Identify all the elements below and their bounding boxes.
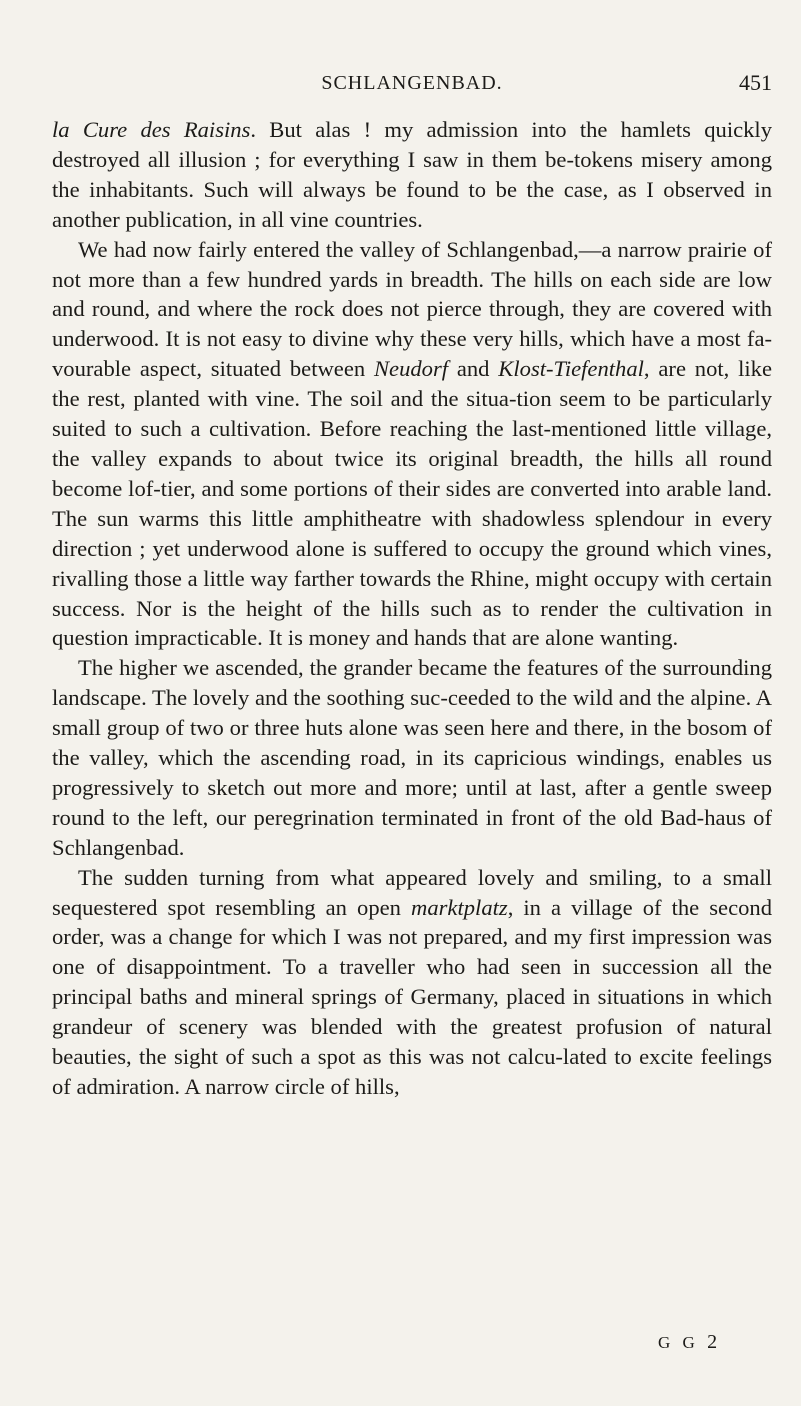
page-header bbox=[52, 72, 772, 102]
italic-text-segment: marktplatz bbox=[411, 894, 508, 920]
text-segment: . But alas ! my admission into the hamlets quickly destroyed all illusion ; for everything I saw in them be-tokens misery among the inhabitants. Such will always be found to be the case, as I observed in another publication, in all vine countries. bbox=[52, 117, 772, 232]
paragraph bbox=[52, 863, 772, 1102]
signature-letters: G G bbox=[658, 1333, 699, 1352]
text-segment: , are not, like the rest, planted with vine. The soil and the situa-tion seem to be particularly suited to such a cultivation. Before reaching the last-mentioned little village, the valley expands to about twice its original breadth, the hills all round become lof-tier, and some portions of their sides are converted into arable land. The sun warms this little amphitheatre with shadowless splendour in every direction ; yet underwood alone is suffered to occupy the ground which vines, rivalling those a little way farther towards the Rhine, might occupy with certain success. Nor is the height of the hills such as to render the cultivation in question impracticable. It is money and hands that are alone wanting. bbox=[52, 356, 773, 651]
italic-text-segment: Klost-Tiefenthal bbox=[498, 356, 644, 382]
signature-mark bbox=[658, 1331, 717, 1354]
signature-number: 2 bbox=[707, 1331, 718, 1353]
page-number: 451 bbox=[739, 70, 772, 95]
text-segment: The sudden turning from what appeared lovely and smiling, to a small sequestered spot resembling an open bbox=[52, 864, 772, 920]
paragraph bbox=[52, 115, 772, 235]
text-segment: and bbox=[448, 356, 499, 382]
italic-text-segment: la Cure des Raisins bbox=[52, 117, 251, 142]
text-segment: , in a village of the second order, was a change for which I was not prepared, and my first impression was one of disappointment. To a traveller who had seen in succession all the principal baths and mineral springs of Germany, placed in situations in which grandeur of scenery was blended with the greatest profusion of natural beauties, the sight of such a spot as this was not calcu-lated to excite feelings of admiration. A narrow circle of hills, bbox=[52, 894, 772, 1099]
paragraph bbox=[52, 653, 772, 862]
italic-text-segment: Neudorf bbox=[373, 356, 449, 382]
text-segment: We had now fairly entered the valley of Schlangenbad,—a narrow prairie of not more than a few hundred yards in breadth. The hills on each side are low and round, and where the rock does not pierce through, they are covered with underwood. It is not easy to divine why these very hills, which have a most fa-vourable aspect, situated between bbox=[52, 236, 772, 382]
body-text bbox=[52, 115, 772, 1102]
text-segment: The higher we ascended, the grander became the features of the surrounding landscape. The lovely and the soothing suc-ceeded to the wild and the alpine. A small group of two or three huts alone was seen here and there, in the bosom of the valley, which the ascending road, in its capricious windings, enables us progressively to sketch out more and more; until at last, after a gentle sweep round to the left, our peregrination terminated in front of the old Bad-haus of Schlangenbad. bbox=[52, 655, 772, 860]
paragraph bbox=[52, 235, 772, 654]
running-title: SCHLANGENBAD. bbox=[321, 72, 503, 94]
